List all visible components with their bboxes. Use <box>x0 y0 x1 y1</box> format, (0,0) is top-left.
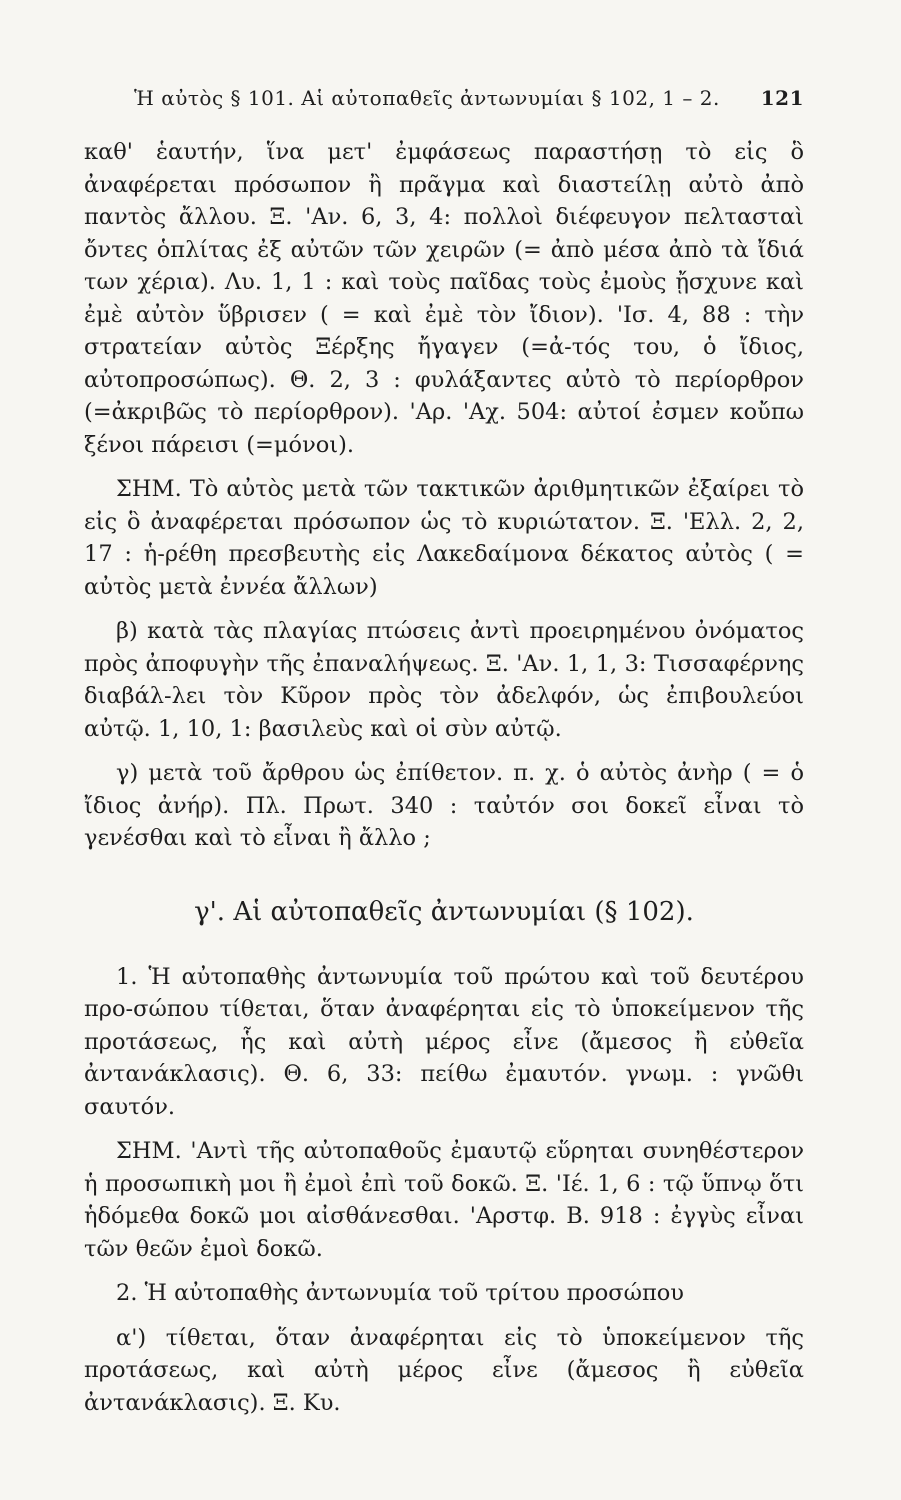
paragraph: γ) μετὰ τοῦ ἄρθρου ὡς ἐπίθετον. π. χ. ὁ αὐτὸς ἀνὴρ ( = ὁ ἴδιος ἀνήρ). Πλ. Πρωτ. 340 : ταὐτόν σοι δοκεῖ εἶναι τὸ γενέσθαι καὶ τὸ εἶναι ἢ ἄλλο ; <box>84 760 804 851</box>
book-page <box>84 86 804 1419</box>
note-paragraph: ΣΗΜ. Τὸ αὐτὸς μετὰ τῶν τακτικῶν ἀριθμητικῶν ἐξαίρει τὸ εἰς ὃ ἀναφέρεται πρόσωπον ὡς τὸ κυριώτατον. Ξ. 'Ελλ. 2, 2, 17 : ἡ-ρέθη πρεσβευτὴς εἰς Λακεδαίμονα δέκατος αὐτὸς ( = αὐτὸς μετὰ ἐννέα ἄλλων) <box>84 476 804 600</box>
body-text <box>84 136 804 1419</box>
paragraph: α') τίθεται, ὅταν ἀναφέρηται εἰς τὸ ὑποκείμενον τῆς προτάσεως, καὶ αὐτὴ μέρος εἶνε (ἄμεσος ἢ εὐθεῖα ἀντανάκλασις). Ξ. Κυ. <box>84 1324 804 1416</box>
paragraph: καθ' ἑαυτήν, ἵνα μετ' ἐμφάσεως παραστήσῃ τὸ εἰς ὃ ἀναφέρεται πρόσωπον ἢ πρᾶγμα καὶ διαστείλῃ αὐτὸ ἀπὸ παντὸς ἄλλου. Ξ. 'Αν. 6, 3, 4: πολλοὶ διέφευγον πελτασταὶ ὄντες ὁπλίτας ἐξ αὐτῶν τῶν χειρῶν (= ἀπὸ μέσα ἀπὸ τὰ ἴδιά των χέρια). Λυ. 1, 1 : καὶ τοὺς παῖδας τοὺς ἐμοὺς ᾔσχυνε καὶ ἐμὲ αὐτὸν ὕβρισεν ( = καὶ ἐμὲ τὸν ἴδιον). 'Ισ. 4, 88 : τὴν στρατείαν αὐτὸς Ξέρξης ἤγαγεν (=ἀ-τός του, ὁ ἴδιος, αὐτοπροσώπως). Θ. 2, 3 : φυλάξαντες αὐτὸ τὸ περίορθρον (=ἀκριβῶς τὸ περίορθρον). 'Αρ. 'Αχ. 504: αὐτοί ἐσμεν κοὔπω ξένοι πάρεισι (=μόνοι). <box>84 139 804 458</box>
page-number: 121 <box>760 86 804 110</box>
running-header <box>134 86 804 110</box>
paragraph: 2. Ἡ αὐτοπαθὴς ἀντωνυμία τοῦ τρίτου προσώπου <box>116 1280 684 1306</box>
note-paragraph: ΣΗΜ. 'Αντὶ τῆς αὐτοπαθοῦς ἐμαυτῷ εὕρηται συνηθέστερον ἡ προσωπικὴ μοι ἢ ἐμοὶ ἐπὶ τοῦ δοκῶ. Ξ. 'Ιέ. 1, 6 : τῷ ὕπνῳ ὅτι ἡδόμεθα δοκῶ μοι αἰσθάνεσθαι. 'Αρστφ. Β. 918 : ἐγγὺς εἶναι τῶν θεῶν ἐμοὶ δοκῶ. <box>84 1138 804 1262</box>
paragraph: 1. Ἡ αὐτοπαθὴς ἀντωνυμία τοῦ πρώτου καὶ τοῦ δευτέρου προ-σώπου τίθεται, ὅταν ἀναφέρηται εἰς τὸ ὑποκείμενον τῆς προτάσεως, ἧς καὶ αὐτὴ μέρος εἶνε (ἄμεσος ἢ εὐθεῖα ἀντανάκλασις). Θ. 6, 33: πείθω ἐμαυτόν. γνωμ. : γνῶθι σαυτόν. <box>84 963 804 1120</box>
section-title: γ'. Αἱ αὐτοπαθεῖς ἀντωνυμίαι (§ 102). <box>194 896 694 927</box>
paragraph: β) κατὰ τὰς πλαγίας πτώσεις ἀντὶ προειρημένου ὀνόματος πρὸς ἀποφυγὴν τῆς ἐπαναλήψεως. Ξ. 'Αν. 1, 1, 3: Τισσαφέρνης διαβάλ-λει τὸν Κῦρον πρὸς τὸν ἀδελφόν, ὡς ἐπιβουλεύοι αὐτῷ. 1, 10, 1: βασιλεὺς καὶ οἱ σὺν αὐτῷ. <box>84 618 804 742</box>
running-title: Ἡ αὐτὸς § 101. Αἱ αὐτοπαθεῖς ἀντωνυμίαι § 102, 1 – 2. <box>134 86 720 110</box>
